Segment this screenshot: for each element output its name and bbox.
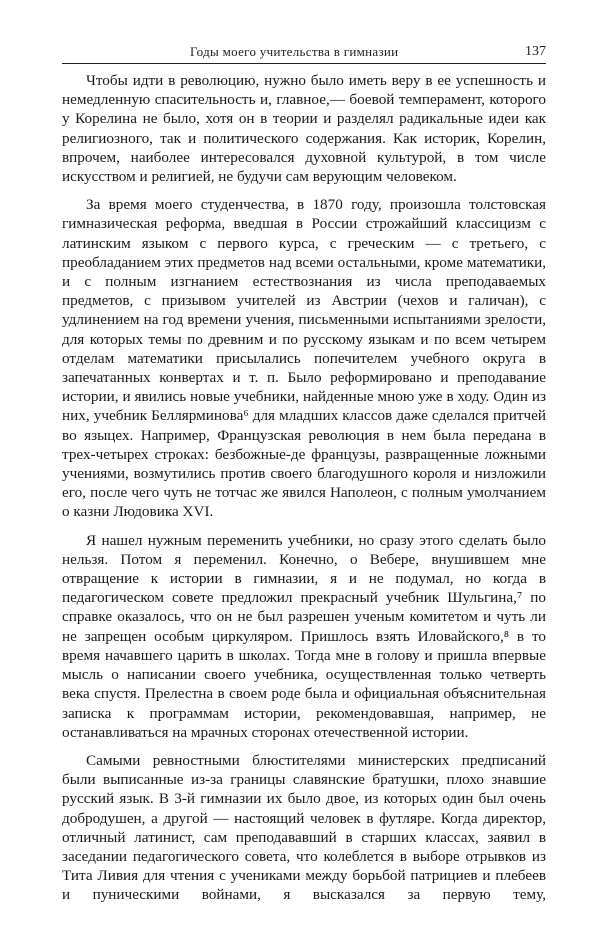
header-rule [62,63,546,64]
page-number: 137 [525,44,546,59]
paragraph-reform: За время моего студенчества, в 1870 году, произошла толстовская гимназическая реформа, введшая в России строжайший классицизм с латинским языком с первого курса, с греческим — с третьего, с преобладанием этих предметов над всеми остальными, кроме математики, и с полным изгнанием естествознания из числа преподаваемых предметов, с призывом учителей из Австрии (чехов и галичан), с удлинением на год времени учения, письменными испытаниями зрелости, для которых темы по древним и по русскому языкам и по всем четырем отделам математики присылались попечителем учебного округа в запечатанных конвертах и т. п. Было реформировано и преподавание истории, и явились новые учебники, найденные мною уже в ходу. Один из них, учебник Беллярминова⁶ для младших классов даже сделался притчей во языцех. Например, Французская революция в нем была передана в трех-четырех строках: безбожные-де французы, развращенные ложными учениями, возмутились против своего благодушного короля и низложили его, после чего чуть не тотчас же явился Наполеон, с полным умолчанием о казни Людовика XVI. [62,196,546,521]
paragraph-textbooks: Я нашел нужным переменить учебники, но сразу этого сделать было нельзя. Потом я переменил. Конечно, о Вебере, внушившем мне отвращение к истории в гимназии, я и не подумал, но когда в педагогическом совете предложил прекрасный учебник Шульгина,⁷ по справке оказалось, что он не был разрешен ученым комитетом и чуть ли не запрещен особым циркуляром. Пришлось взять Иловайского,⁸ в то время начавшего царить в школах. Тогда мне в голову и пришла впервые мысль о написании своего учебника, осуществленная только четверть века спустя. Прелестна в своем роде была и официальная объяснительная записка к программам истории, рекомендовавшая, например, не останавливаться на мрачных сторонах отечественной истории. [62,531,546,741]
page-header [62,44,546,64]
paragraph-slavic-teachers: Самыми ревностными блюстителями министерских предписаний были выписанные из-за границы славянские братушки, плохо знавшие русский язык. В 3-й гимназии их было двое, из которых один был очень добродушен, а другой — настоящий человек в футляре. Когда директор, отличный латинист, сам преподававший в старших классах, заявил в заседании педагогического совета, что колеблется в выборе отрывков из Тита Ливия для чтения с учениками между борьбой патрициев и плебеев и пуническими войнами, я высказался за первую тему, [62,751,546,904]
paragraph-revolution: Чтобы идти в революцию, нужно было иметь веру в ее успешность и немедленную спасительность и, главное,— боевой темперамент, которого у Корелина не было, хотя он в теории и разделял радикальные идеи как религиозного, так и политического содержания. Как историк, Корелин, впрочем, наиболее интересовался духовной культурой, в том числе искусством и религией, не будучи сам верующим человеком. [62,72,546,186]
body-text [62,71,546,905]
running-title: Годы моего учительства в гимназии [190,44,399,59]
